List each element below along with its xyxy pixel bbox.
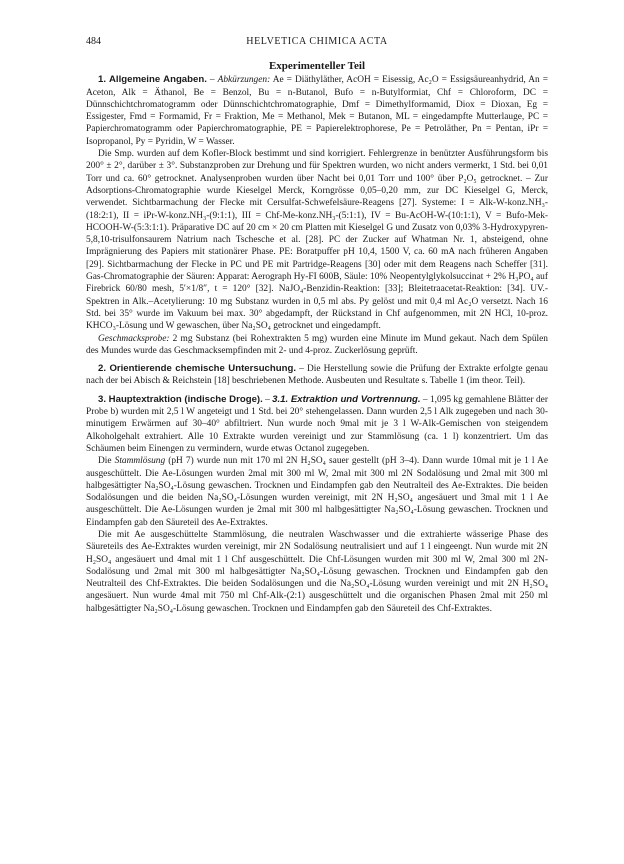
paragraph-6: Die Stammlösung (pH 7) wurde nun mit 170 ml 2N H₂SO₄ sauer gestellt (pH 3–4). Dann wurde 10mal mit je 1 l Ae ausgeschüttelt. Die Ae-Lösungen wurden 2mal mit 300 ml W, 2mal mit 300 ml 2N Sodalösung und 2mal mit 300 ml halbgesättigter Na₂SO₄-Lösung gewaschen. Trocknen und Eindampfen gab den Neutralteil des Ae-Extraktes. Die beiden Sodalösungen und die beiden Na₂SO₄-Lösungen wurden vereinigt, mit 2N H₂SO₄ angesäuert und 3mal mit 1 l Ae ausgeschüttelt. Die Ae-Lösungen wurden je 2mal mit 300 ml halbgesättigter Na₂SO₄-Lösung gewaschen. Trocknen und Eindampfen gab den Säureteil des Ae-Extraktes. <box>86 456 548 528</box>
paragraph-4: 2. Orientierende chemische Untersuchung. – Die Herstellung sowie die Prüfung der Extrakte erfolgte genau nach der bei Abisch & Reichstein [18] beschriebenen Methode. Ausbeuten und Resultate s. Tabelle 1 (im theor. Teil). <box>86 363 548 387</box>
heading-general: 1. Allgemeine Angaben. <box>98 74 207 86</box>
section-title: Experimenteller Teil <box>268 60 366 72</box>
text-column <box>86 60 548 615</box>
running-head <box>86 36 548 47</box>
heading-orientation: 2. Orientierende chemische Untersuchung. <box>98 363 296 375</box>
abbreviations-label: Abkürzungen: <box>217 75 271 86</box>
subheading-extraction: 3.1. Extraktion und Vortrennung. <box>272 393 421 405</box>
paragraph-3: Geschmacksprobe: 2 mg Substanz (bei Rohextrakten 5 mg) wurden eine Minute im Mund gekaut. Nach dem Spülen des Mundes wurde das Geschmacksempfinden mit 2- und 4-proz. Zuckerlösung geprüft. <box>86 333 548 356</box>
paragraph-5: 3. Hauptextraktion (indische Droge). – 3.1. Extraktion und Vortrennung. – 1,095 kg gemahlene Blätter der Probe b) wurden mit 2,5 l W angeteigt und 1 Std. bei 20° stehengelassen. Dann wurden 2,5 l Alk zugegeben und nach 30-minutigem Erwärmen auf 30–40° abfiltriert. Nun wurde noch 9mal mit je 3 l W-Alk-Gemischen von steigendem Alkoholgehalt extrahiert. Alle 10 Extrakte wurden vereinigt und zur Stammlösung (ca. 1 l) konzentriert. Um das Schäumen beim Einengen zu vermindern, wurde etwas Octanol zugegeben. <box>86 393 548 454</box>
heading-main-extraction: 3. Hauptextraktion (indische Droge). <box>98 393 263 405</box>
page-number: 484 <box>86 36 101 47</box>
paragraph-1: 1. Allgemeine Angaben. – Abkürzungen: Ae = Diäthyläther, AcOH = Eisessig, Ac₂O = Essigsäureanhydrid, An = Aceton, Alk = Äthanol, Be = Benzol, Bu = n-Butanol, Bufo = n-Butylformiat, Chf = Chloroform, DC = Dünnschichtchromatogramm oder Dünnschichtchromatographie, Dmf = Dimethylformamid, Diox = Dioxan, Eg = Essigester, Fmd = Formamid, Fr = Fraktion, Me = Methanol, Mek = Butanon, ML = eingedampfte Mutterlauge, PC = Papierchromatogramm oder Papierchromatographie, PE = Papierelektrophorese, Pe = Petroläther, Pn = Pentan, iPr = Isopropanol, Py = Pyridin, W = Wasser. <box>86 74 549 147</box>
paragraph-2: Die Smp. wurden auf dem Kofler-Block bestimmt und sind korrigiert. Fehlergrenze in benützter Ausführungsform bis 200° ± 2°, darüber ± 3°. Substanzproben zur Drehung und für Spektren wurden, wo nicht anders vermerkt, 1 Std. bei 0,01 Torr und ca. 60° getrocknet. Analysenproben wurden über Nacht bei 0,01 Torr und 100° über P₂O₅ getrocknet. – Zur Adsorptions-Chromatographie wurde Kieselgel Merck, Korngrösse 0,05–0,20 mm, zur DC Kieselgel G, Merck, verwendet. Sichtbarmachung der Flecke mit Cersulfat-Schwefelsäure-Reagens [27]. Systeme: I = Alk-W-konz.NH₃-(18:2:1), II = iPr-W-konz.NH₃-(9:1:1), III = Chf-Me-konz.NH₃-(5:1:1), IV = Bu-AcOH-W-(10:1:1), V = Bufo-Mek-HCOOH-W-(5:3:1:1). Präparative DC auf 20 cm × 20 cm Platten mit Kieselgel G und Zusatz von 0,03% 3-Hydroxypyren-5,8,10-trisulfonsaurem Natrium nach Tschesche et al. [28]. PC der Zucker auf Whatman Nr. 1, absteigend, ohne Imprägnierung des Papiers mit stationärer Phase. PE: Boratpuffer pH 10,4, 1500 V, ca. 60 mA nach früheren Angaben [29]. Sichtbarmachung der Flecke in PC und PE mit Partridge-Reagens [30] oder mit dem Reagens nach Scheffer [31]. Gas-Chromatographie der Säuren: Apparat: Aerograph Hy-FI 600B, Säule: 10% Neopentylglykolsuccinat + 2% H₃PO₄ auf Firebrick 60/80 mesh, 5′×1/8″, t = 120° [32]. NaJO₄-Benzidin-Reaktion: [33]; Bleitetraacetat-Reaktion: [34]. UV.-Spektren in Alk.–Acetylierung: 10 mg Substanz wurden in 0,5 ml abs. Py gelöst und mit 0,4 ml Ac₂O versetzt. Nach 16 Std. bei 35° wurde im Vakuum bei max. 30° abgedampft, der Rückstand in Chf aufgenommen, mit 2N HCl, 10-proz. KHCO₃-Lösung und W gewaschen, über Na₂SO₄ getrocknet und eingedampft. <box>86 149 548 332</box>
paragraph-7: Die mit Ae ausgeschüttelte Stammlösung, die neutralen Waschwasser und die extrahierte wässerige Phase des Säureteils des Ae-Extraktes wurden vereinigt, mir 2N Sodalösung neutralisiert und auf 1 l eingeengt. Nun wurde mit 2N H₂SO₄ angesäuert und 4mal mit 1 l Chf ausgeschüttelt. Die Chf-Lösungen wurden mit 300 ml W, 2mal 300 ml 2N-Sodalösung und 2mal mit 300 ml halbgesättigter Na₂SO₄-Lösung gewaschen. Trocknen und Eindampfen gab den Neutralteil des Chf-Extraktes. Die beiden Sodalösungen und die Na₂SO₄-Lösung wurden vereinigt und mit 2N H₂SO₄ angesäuert. Nun wurde 4mal mit 750 ml Chf-Alk-(2:1) ausgeschüttelt und die organischen Phasen 2mal mit 250 ml halbgesättigter Na₂SO₄-Lösung gewaschen. Trocknen und Eindampfen gab den Säureteil des Chf-Extraktes. <box>86 529 548 614</box>
journal-title: HELVETICA CHIMICA ACTA <box>246 36 388 47</box>
stock-solution-label: Stammlösung <box>114 456 166 467</box>
taste-test-label: Geschmacksprobe: <box>98 333 170 344</box>
